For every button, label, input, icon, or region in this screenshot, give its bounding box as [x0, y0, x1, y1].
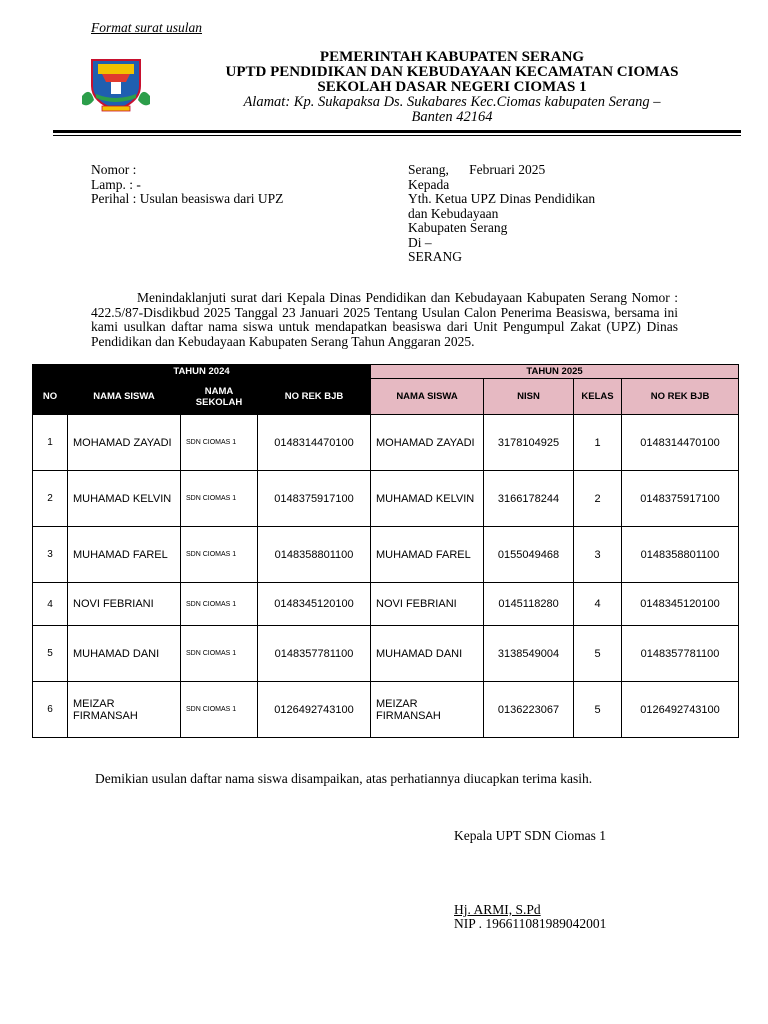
format-label: Format surat usulan	[91, 20, 203, 35]
letterhead-department: UPTD PENDIDIKAN DAN KEBUDAYAAN KECAMATAN CIOMAS	[225, 64, 679, 80]
row-nisn: 0145118280	[484, 583, 574, 626]
year-2025-header: TAHUN 2025	[371, 365, 739, 379]
row-nama-2024: MEIZAR FIRMANSAH	[68, 682, 181, 738]
row-nama-2025: MUHAMAD KELVIN	[371, 471, 484, 527]
row-sekolah: SDN CIOMAS 1	[181, 471, 258, 527]
row-rek-2025: 0148345120100	[622, 583, 739, 626]
letterhead-school: SEKOLAH DASAR NEGERI CIOMAS 1	[317, 79, 587, 95]
table-row	[33, 527, 739, 583]
col-nama-siswa-2025: NAMA SISWA	[371, 379, 484, 415]
row-nisn: 0155049468	[484, 527, 574, 583]
recipient-line3: Kabupaten Serang	[408, 220, 508, 235]
row-rek-2025: 0148375917100	[622, 471, 739, 527]
col-kelas: KELAS	[574, 379, 622, 415]
letterhead-address-line2: Banten 42164	[411, 109, 493, 125]
recipient-line1: Yth. Ketua UPZ Dinas Pendidikan	[408, 191, 596, 206]
row-rek-2024: 0148375917100	[258, 471, 371, 527]
year-header-row	[33, 365, 739, 379]
row-nama-2025: MEIZAR FIRMANSAH	[371, 682, 484, 738]
row-sekolah: SDN CIOMAS 1	[181, 626, 258, 682]
student-table	[32, 364, 739, 738]
table-row	[33, 583, 739, 626]
row-rek-2024: 0148314470100	[258, 415, 371, 471]
row-rek-2025: 0148357781100	[622, 626, 739, 682]
col-no-rek-2025: NO REK BJB	[622, 379, 739, 415]
recipient-line2: dan Kebudayaan	[408, 205, 499, 221]
row-nisn: 3166178244	[484, 471, 574, 527]
signer-nip: NIP . 196611081989042001	[454, 916, 607, 931]
letterhead-divider-thick	[53, 130, 741, 133]
di-line: Di –	[408, 234, 432, 250]
row-kelas: 1	[574, 415, 622, 471]
row-no: 4	[33, 583, 68, 626]
letter-reference	[91, 163, 283, 207]
table-row	[33, 415, 739, 471]
row-kelas: 4	[574, 583, 622, 626]
table-row	[33, 626, 739, 682]
row-nama-2024: MUHAMAD FAREL	[68, 527, 181, 583]
nomor-line: Nomor :	[91, 162, 137, 177]
row-kelas: 5	[574, 682, 622, 738]
letterhead-address-line1: Alamat: Kp. Sukapaksa Ds. Sukabares Kec.Ciomas kabupaten Serang –	[243, 94, 661, 110]
row-nama-2024: NOVI FEBRIANI	[68, 583, 181, 626]
row-nama-2024: MOHAMAD ZAYADI	[68, 415, 181, 471]
column-header-row	[33, 379, 739, 415]
closing-statement: Demikian usulan daftar nama siswa disampaikan, atas perhatiannya diucapkan terima kasih.	[95, 771, 593, 786]
table-row	[33, 682, 739, 738]
row-nama-2025: NOVI FEBRIANI	[371, 583, 484, 626]
row-sekolah: SDN CIOMAS 1	[181, 583, 258, 626]
signer-title: Kepala UPT SDN Ciomas 1	[454, 828, 606, 843]
row-rek-2024: 0148345120100	[258, 583, 371, 626]
row-sekolah: SDN CIOMAS 1	[181, 415, 258, 471]
row-kelas: 2	[574, 471, 622, 527]
letterhead	[200, 50, 704, 125]
kepada-line: Kepada	[408, 176, 450, 192]
lampiran-line: Lamp. : -	[91, 176, 141, 192]
col-no: NO	[33, 379, 68, 415]
recipient-city: SERANG	[408, 249, 463, 264]
row-nama-2024: MUHAMAD DANI	[68, 626, 181, 682]
letterhead-government: PEMERINTAH KABUPATEN SERANG	[319, 49, 585, 65]
row-sekolah: SDN CIOMAS 1	[181, 682, 258, 738]
letter-date: Serang, Februari 2025	[408, 162, 546, 177]
row-nama-2025: MOHAMAD ZAYADI	[371, 415, 484, 471]
col-nisn: NISN	[484, 379, 574, 415]
row-rek-2025: 0148314470100	[622, 415, 739, 471]
row-nisn: 3178104925	[484, 415, 574, 471]
row-no: 2	[33, 471, 68, 527]
row-rek-2024: 0148357781100	[258, 626, 371, 682]
col-no-rek-2024: NO REK BJB	[258, 379, 371, 415]
serang-regency-emblem-icon	[80, 56, 152, 114]
row-rek-2024: 0148358801100	[258, 527, 371, 583]
recipient-block	[408, 163, 648, 265]
year-2024-header: TAHUN 2024	[33, 365, 371, 379]
row-nama-2025: MUHAMAD FAREL	[371, 527, 484, 583]
row-kelas: 5	[574, 626, 622, 682]
row-no: 5	[33, 626, 68, 682]
row-nisn: 3138549004	[484, 626, 574, 682]
row-sekolah: SDN CIOMAS 1	[181, 527, 258, 583]
col-nama-siswa-2024: NAMA SISWA	[68, 379, 181, 415]
row-nama-2025: MUHAMAD DANI	[371, 626, 484, 682]
row-nisn: 0136223067	[484, 682, 574, 738]
table-row	[33, 471, 739, 527]
perihal-line: Perihal : Usulan beasiswa dari UPZ	[91, 191, 284, 206]
signer-name: Hj. ARMI, S.Pd	[454, 902, 541, 917]
row-nama-2024: MUHAMAD KELVIN	[68, 471, 181, 527]
row-rek-2025: 0126492743100	[622, 682, 739, 738]
row-no: 3	[33, 527, 68, 583]
col-nama-sekolah: NAMA SEKOLAH	[181, 379, 258, 415]
letterhead-divider-thin	[53, 135, 741, 136]
row-rek-2024: 0126492743100	[258, 682, 371, 738]
row-rek-2025: 0148358801100	[622, 527, 739, 583]
row-no: 6	[33, 682, 68, 738]
letter-body: Menindaklanjuti surat dari Kepala Dinas Pendidikan dan Kebudayaan Kabupaten Serang Nomor : 422.5/87-Disdikbud 2025 Tanggal 23 Januari 2025 Tentang Usulan Calon Penerima Beasiswa, bersama ini kami usulkan daftar nama siswa untuk mendapatkan beasiswa dari Unit Pengumpul Zakat (UPZ) Dinas Pendidikan dan Kebudayaan Kabupaten Serang Tahun Anggaran 2025.	[91, 290, 678, 349]
row-no: 1	[33, 415, 68, 471]
row-kelas: 3	[574, 527, 622, 583]
